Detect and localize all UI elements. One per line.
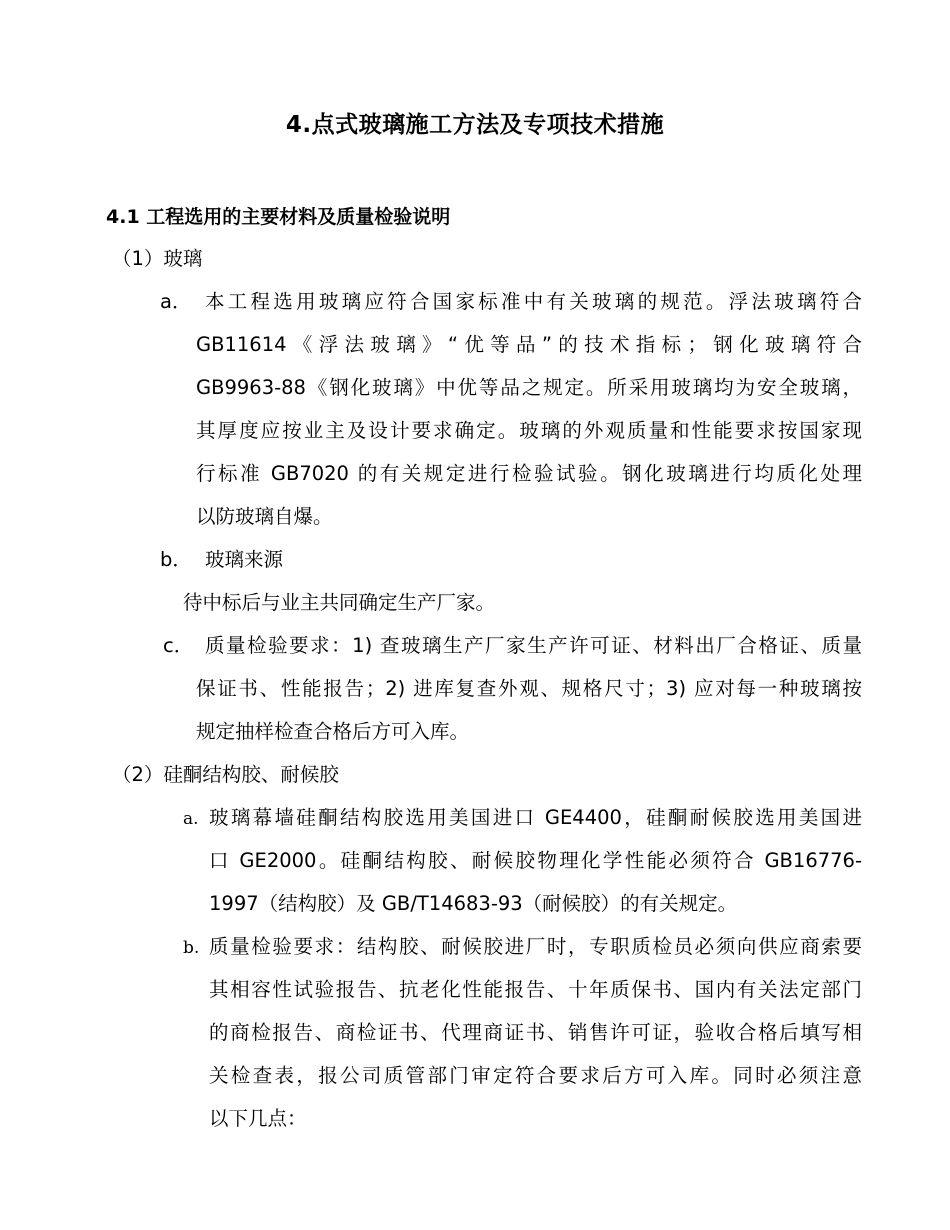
- item-2b-line-4: 关检查表，报公司质管部门审定符合要求后方可入库。同时必须注意: [209, 1064, 862, 1087]
- item-1b-text: 玻璃来源: [205, 548, 284, 571]
- item-2-heading: （2）硅酮结构胶、耐候胶: [112, 763, 339, 786]
- item-1a-line-1: 本工程选用玻璃应符合国家标准中有关玻璃的规范。浮法玻璃符合: [205, 290, 862, 313]
- item-1a-line-5: 行标准 GB7020 的有关规定进行检验试验。钢化玻璃进行均质化处理: [196, 462, 862, 485]
- item-2b-line-2: 其相容性试验报告、抗老化性能报告、十年质保书、国内有关法定部门: [209, 978, 862, 1001]
- section-heading: 4.1 工程选用的主要材料及质量检验说明: [106, 206, 451, 228]
- item-2b-line-1: 质量检验要求：结构胶、耐候胶进厂时，专职质检员必须向供应商索要: [209, 935, 862, 958]
- page-title: 4.点式玻璃施工方法及专项技术措施: [285, 112, 665, 138]
- item-2a-line-3: 1997（结构胶）及 GB/T14683-93（耐候胶）的有关规定。: [209, 892, 738, 915]
- item-2b-line-3: 的商检报告、商检证书、代理商证书、销售许可证，验收合格后填写相: [209, 1021, 862, 1044]
- item-1c-line-1: 质量检验要求：1) 查玻璃生产厂家生产许可证、材料出厂合格证、质量: [205, 634, 862, 657]
- item-1a-line-6: 以防玻璃自爆。: [196, 505, 333, 528]
- item-1c-label: c．: [163, 634, 194, 657]
- item-1c-line-3: 规定抽样检查合格后方可入库。: [196, 720, 470, 743]
- item-1b-label: b．: [160, 548, 192, 571]
- item-1a-line-3: GB9963-88《钢化玻璃》中优等品之规定。所采用玻璃均为安全玻璃，: [196, 376, 862, 399]
- item-2a-line-2: 口 GE2000。硅酮结构胶、耐候胶物理化学性能必须符合 GB16776-: [209, 849, 862, 872]
- item-1a-line-4: 其厚度应按业主及设计要求确定。玻璃的外观质量和性能要求按国家现: [196, 419, 862, 442]
- item-2a-label: a.: [183, 809, 199, 829]
- item-1a-label: a．: [160, 290, 192, 313]
- item-2a-line-1: 玻璃幕墙硅酮结构胶选用美国进口 GE4400，硅酮耐候胶选用美国进: [209, 806, 862, 829]
- item-1b-detail: 待中标后与业主共同确定生产厂家。: [183, 591, 496, 614]
- item-1-heading: （1）玻璃: [112, 247, 203, 270]
- item-1a-line-2: GB11614《浮法玻璃》“优等品”的技术指标；钢化玻璃符合: [196, 333, 862, 356]
- item-2b-line-5: 以下几点：: [209, 1107, 307, 1130]
- item-2b-label: b.: [183, 938, 200, 958]
- item-1c-line-2: 保证书、性能报告；2) 进库复查外观、规格尺寸；3) 应对每一种玻璃按: [196, 677, 862, 700]
